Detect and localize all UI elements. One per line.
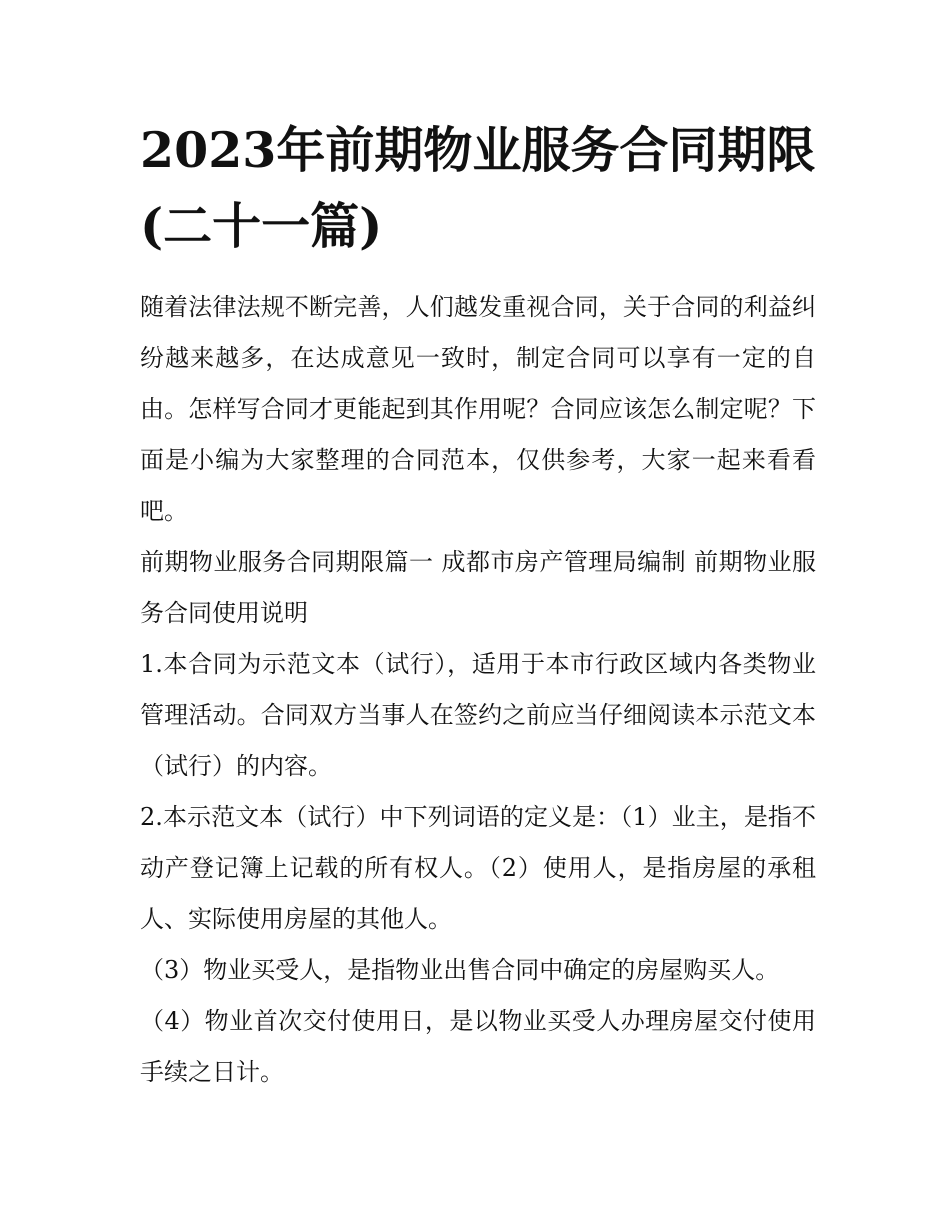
clause-2-paragraph: 2.本示范文本（试行）中下列词语的定义是：（1）业主，是指不动产登记簿上记载的所有权人。（2）使用人，是指房屋的承租人、实际使用房屋的其他人。	[140, 803, 816, 933]
document-title	[140, 112, 816, 264]
document-page	[140, 112, 816, 1098]
title-line-1: 2023年前期物业服务合同期限	[140, 121, 816, 179]
definition-4-paragraph: （4）物业首次交付使用日，是以物业买受人办理房屋交付使用手续之日计。	[140, 1007, 816, 1086]
clause-1-paragraph: 1.本合同为示范文本（试行），适用于本市行政区域内各类物业管理活动。合同双方当事人在签约之前应当仔细阅读本示范文本（试行）的内容。	[140, 650, 816, 780]
title-line-2: (二十一篇)	[140, 197, 383, 255]
intro-paragraph: 随着法律法规不断完善，人们越发重视合同，关于合同的利益纠纷越来越多，在达成意见一致时，制定合同可以享有一定的自由。怎样写合同才更能起到其作用呢？合同应该怎么制定呢？下面是小编为大家整理的合同范本，仅供参考，大家一起来看看吧。	[140, 293, 816, 525]
definition-3-paragraph: （3）物业买受人，是指物业出售合同中确定的房屋购买人。	[140, 956, 780, 984]
section-heading-paragraph: 前期物业服务合同期限篇一 成都市房产管理局编制 前期物业服务合同使用说明	[140, 548, 816, 627]
